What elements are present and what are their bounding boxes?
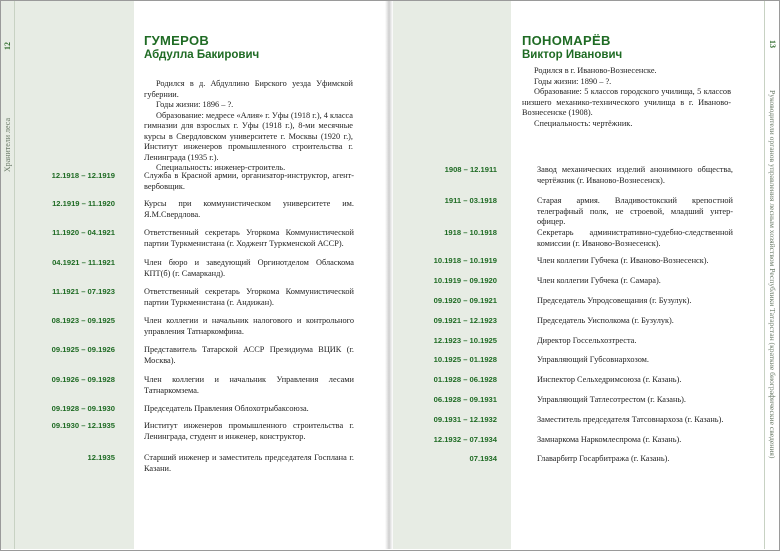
career-entry-date: 06.1928 – 09.1931: [433, 395, 497, 404]
bio-years: Годы жизни: 1890 – ?.: [534, 76, 612, 86]
career-entry-date: 1911 – 03.1918: [444, 196, 497, 205]
career-entry-text: Председатель Правления Облохотрыбаксоюза.: [144, 404, 309, 413]
left-page-number: 12: [3, 42, 12, 50]
career-entry-date: 12.1935: [87, 453, 115, 462]
career-entry-date: 11.1921 – 07.1923: [52, 287, 115, 296]
career-entry-date: 1908 – 12.1911: [444, 165, 497, 174]
career-entry-text: Председатель Уисполкома (г. Бузулук).: [537, 316, 674, 325]
bio-education: Образование: 5 классов городского училища, 5 классов низшего механико-технического училища в г. Иваново-Вознесенске (1908).: [522, 87, 731, 117]
bio-years: Годы жизни: 1896 – ?.: [156, 100, 234, 109]
career-entry-date: 12.1919 – 11.1920: [52, 199, 115, 208]
career-entry-text: Завод механических изделий анонимного общества, чертёжник (г. Иваново-Вознесенск).: [537, 165, 733, 185]
career-entry-text: Член коллегии Губчека (г. Иваново-Вознесенск).: [537, 256, 709, 265]
career-entry-text: Управляющий Татлесотрестом (г. Казань).: [537, 395, 687, 404]
right-surname: ПОНОМАРЁВ: [522, 33, 611, 48]
career-entry-date: 08.1923 – 09.1925: [51, 316, 115, 325]
career-entry-date: 11.1920 – 04.1921: [52, 228, 115, 237]
career-entry-text: Член бюро и заведующий Оргинотделом Обласкома КПТ(б) (г. Самарканд).: [144, 258, 354, 278]
career-entry-text: Член коллегии и начальник Управления лесами Татнаркомзема.: [144, 375, 354, 395]
career-entry-text: Главарбитр Госарбитража (г. Казань).: [537, 454, 670, 463]
career-entry-date: 10.1919 – 09.1920: [433, 276, 497, 285]
left-date-column-band: [1, 1, 134, 549]
career-entry-text: Заместитель председателя Татсовнархоза (г. Казань).: [537, 415, 724, 424]
left-margin-rule: [14, 1, 15, 549]
bio-birthplace: Родился в г. Иваново-Вознесенске.: [534, 66, 657, 75]
left-given-name: Абдулла Бакирович: [144, 49, 260, 61]
career-entry-text: Замнаркома Наркомлеспрома (г. Казань).: [537, 435, 682, 444]
right-given-name: Виктор Иванович: [522, 49, 623, 61]
career-entry-text: Директор Госсельхозтреста.: [537, 336, 637, 345]
career-entry-date: 09.1920 – 09.1921: [433, 296, 497, 305]
right-running-head: Руководители органов управления лесным хозяйством Республики Татарстан (краткие биографические сведения): [768, 90, 777, 459]
bio-education: Образование: медресе «Алия» г. Уфы (1918 г.), 4 класса гимназии для взрослых г. Уфы (1918 г.), 8-ми месячные курсы в Свердловском университете г. Москвы (1920 г.), Институт инженеров промышленного строительства г. Ленинграда (1935 г.).: [144, 110, 353, 162]
career-entry-text: Ответственный секретарь Угоркома Коммунистической партии Туркменистана (г. Ходжент Туркменской АССР).: [144, 228, 354, 248]
career-entry-text: Курсы при коммунистическом университете им. Я.М.Свердлова.: [144, 199, 354, 219]
bio-birthplace: Родился в д. Абдуллино Бирского уезда Уфимской губернии.: [144, 79, 353, 99]
career-entry-text: Служба в Красной армии, организатор-инструктор, агент-вербовщик.: [144, 171, 354, 191]
left-bio: [144, 79, 353, 174]
book-gutter: [385, 1, 393, 549]
career-entry-date: 12.1923 – 10.1925: [433, 336, 497, 345]
career-entry-text: Старший инженер и заместитель председателя Госплана г. Казани.: [144, 453, 354, 473]
career-entry-text: Член коллегии Губчека (г. Самара).: [537, 276, 661, 285]
career-entry-text: Старая армия. Владивостокский крепостной телеграфный полк, не строевой, младший унтер-офицер.: [537, 196, 733, 226]
career-entry-date: 09.1925 – 09.1926: [51, 345, 115, 354]
career-entry-date: 10.1925 – 01.1928: [433, 355, 497, 364]
career-entry-date: 09.1930 – 12.1935: [51, 421, 115, 430]
career-entry-date: 09.1931 – 12.1932: [433, 415, 497, 424]
right-margin-rule: [764, 1, 765, 549]
career-entry-text: Институт инженеров промышленного строительства г. Ленинграда, студент и инженер, конструктор.: [144, 421, 354, 441]
left-surname: ГУМЕРОВ: [144, 33, 210, 48]
career-entry-date: 12.1932 – 07.1934: [433, 435, 497, 444]
career-entry-date: 01.1928 – 06.1928: [433, 375, 497, 384]
left-person-name: [144, 33, 259, 61]
career-entry-text: Секретарь административно-судебно-следственной комиссии (г. Иваново-Вознесенск).: [537, 228, 733, 248]
career-entry-text: Председатель Упродсовещания (г. Бузулук).: [537, 296, 692, 305]
career-entry-date: 09.1926 – 09.1928: [51, 375, 115, 384]
career-entry-date: 09.1921 – 12.1923: [433, 316, 497, 325]
right-person-name: [522, 33, 622, 61]
bio-specialty: Специальность: чертёжник.: [534, 118, 633, 128]
career-entry-text: Управляющий Губсовнархозом.: [537, 355, 650, 364]
bio-specialty: Специальность: инженер-строитель.: [156, 163, 286, 172]
career-entry-date: 04.1921 – 11.1921: [52, 258, 115, 267]
career-entry-text: Инспектор Сельхедримсоюза (г. Казань).: [537, 375, 682, 384]
career-entry-text: Член коллегии и начальник налогового и контрольного управления Татнаркомфина.: [144, 316, 354, 336]
career-entry-text: Ответственный секретарь Угоркома Коммунистической партии Туркменистана (г. Андижан).: [144, 287, 354, 307]
career-entry-date: 10.1918 – 10.1919: [433, 256, 497, 265]
left-running-head: Хранители леса: [3, 118, 12, 173]
career-entry-date: 12.1918 – 12.1919: [51, 171, 115, 180]
right-bio: [522, 66, 731, 129]
career-entry-date: 1918 – 10.1918: [444, 228, 497, 237]
right-page-number: 13: [768, 40, 777, 48]
right-date-column-band: [393, 1, 511, 549]
career-entry-date: 09.1928 – 09.1930: [51, 404, 115, 413]
career-entry-text: Представитель Татарской АССР Президиума ВЦИК (г. Москва).: [144, 345, 354, 365]
career-entry-date: 07.1934: [469, 454, 497, 463]
